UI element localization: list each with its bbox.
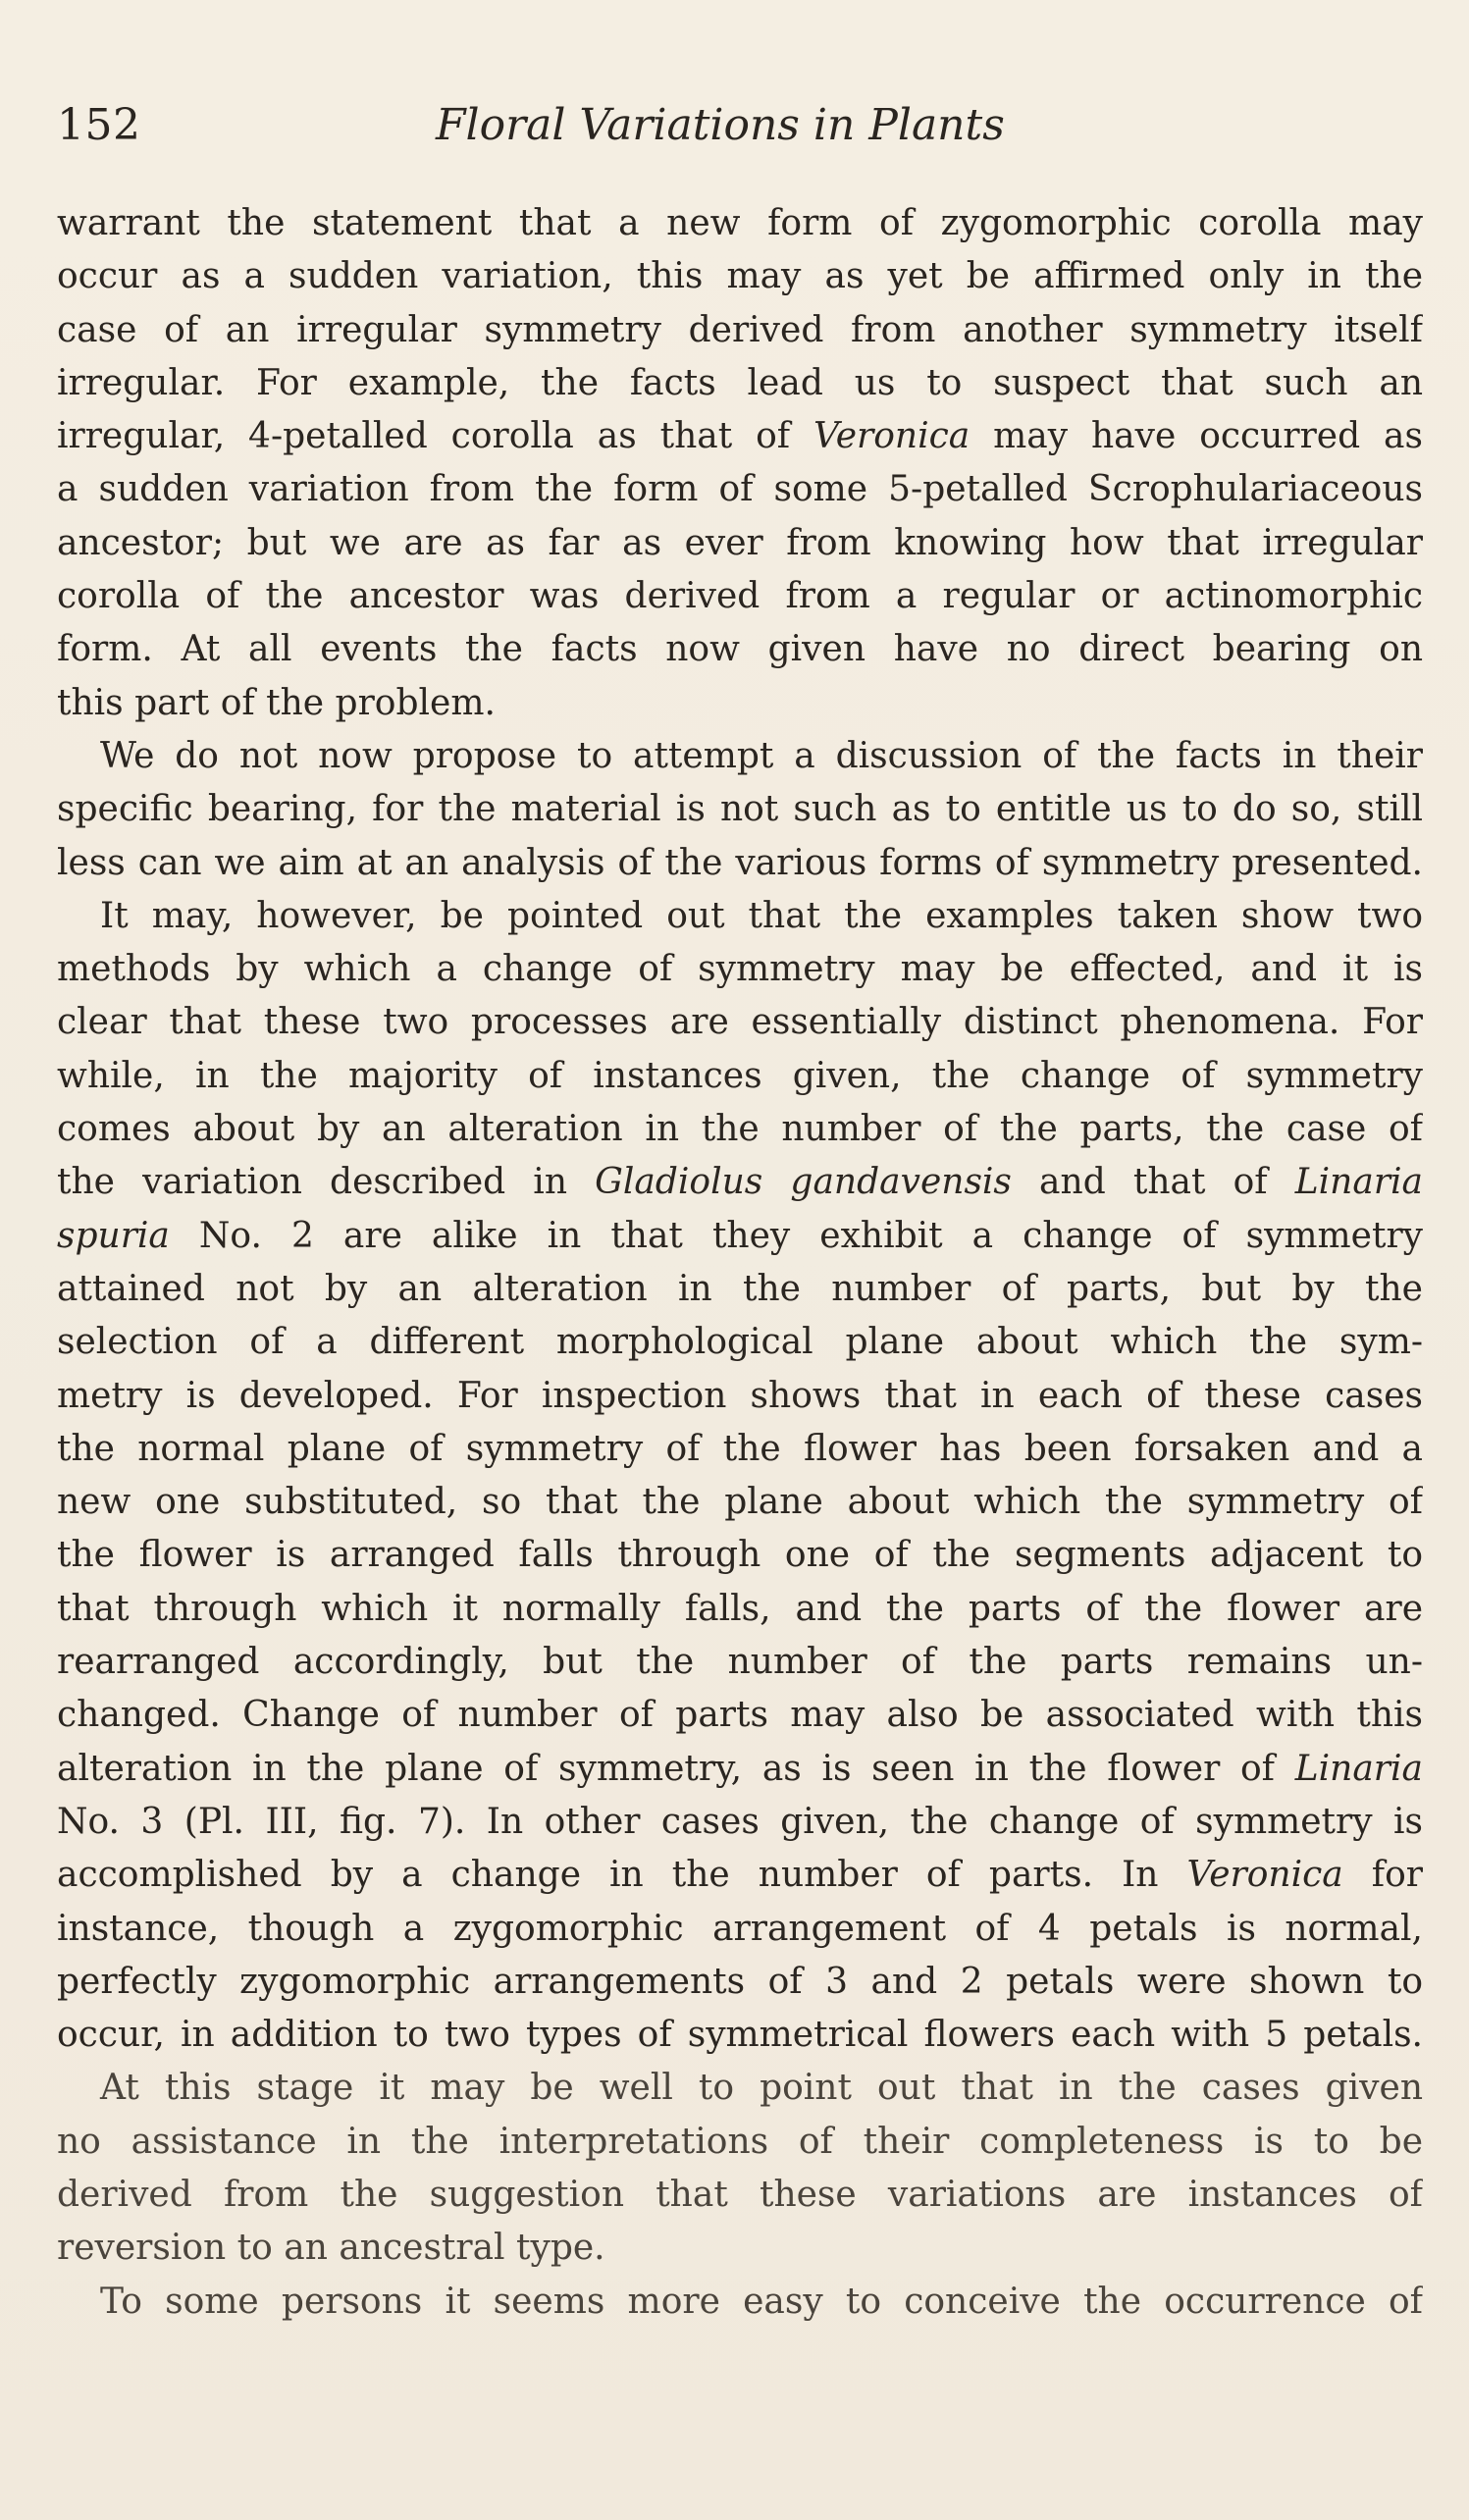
text-line: At this stage it may be well to point out that in the cases given (100, 2068, 1423, 2109)
text-line: spuria No. 2 are alike in that they exhibit a change of symmetry (57, 1215, 1423, 1256)
text-line: methods by which a change of symmetry may be effected, and it is (57, 949, 1423, 990)
text-line: clear that these two processes are essentially distinct phenomena. For (57, 1002, 1423, 1043)
taxon-name: spuria (57, 1215, 170, 1256)
text-line: irregular. For example, the facts lead us to suspect that such an (57, 362, 1423, 403)
text-line: less can we aim at an analysis of the various forms of symmetry presented. (57, 842, 1423, 883)
text-line: case of an irregular symmetry derived from another symmetry itself (57, 309, 1423, 350)
text-line: the flower is arranged falls through one of the segments adjacent to (57, 1535, 1423, 1576)
taxon-name: Linaria (1294, 1162, 1423, 1203)
text-line: changed. Change of number of parts may also be associated with this (57, 1695, 1423, 1736)
taxon-name: Veronica (1186, 1855, 1343, 1896)
text-line: instance, though a zygomorphic arrangement of 4 petals is normal, (57, 1908, 1423, 1949)
text-line: form. At all events the facts now given have no direct bearing on (57, 629, 1423, 670)
text-line: the variation described in Gladiolus gandavensis and that of Linaria (57, 1162, 1423, 1203)
text-line: alteration in the plane of symmetry, as is seen in the flower of Linaria (57, 1748, 1423, 1789)
body-text (57, 197, 1423, 2329)
text-line: while, in the majority of instances given, the change of symmetry (57, 1055, 1423, 1096)
text-line: It may, however, be pointed out that the examples taken show two (100, 895, 1423, 936)
text-line: We do not now propose to attempt a discussion of the facts in their (100, 735, 1423, 776)
taxon-name: Linaria (1294, 1748, 1423, 1789)
page-number: 152 (57, 100, 141, 150)
text-line: this part of the problem. (57, 682, 496, 723)
text-line: derived from the suggestion that these variations are instances of (57, 2174, 1423, 2215)
text-line: irregular, 4-petalled corolla as that of Veronica may have occurred as (57, 416, 1423, 457)
text-line: warrant the statement that a new form of zygomorphic corolla may (57, 203, 1423, 243)
text-line: new one substituted, so that the plane about which the symmetry of (57, 1482, 1423, 1523)
text-line: ancestor; but we are as far as ever from knowing how that irregular (57, 522, 1423, 563)
text-line: no assistance in the interpretations of their completeness is to be (57, 2121, 1423, 2162)
running-head: Floral Variations in Plants (436, 100, 1005, 150)
text-line: metry is developed. For inspection shows that in each of these cases (57, 1375, 1423, 1416)
text-line: selection of a different morphological plane about which the sym- (57, 1322, 1423, 1363)
text-line: To some persons it seems more easy to conceive the occurrence of (100, 2281, 1423, 2322)
text-line: a sudden variation from the form of some 5-petalled Scrophulariaceous (57, 469, 1423, 510)
text-line: occur as a sudden variation, this may as yet be affirmed only in the (57, 256, 1423, 297)
text-line: perfectly zygomorphic arrangements of 3 and 2 petals were shown to (57, 1961, 1423, 2002)
text-line: corolla of the ancestor was derived from a regular or actinomorphic (57, 576, 1423, 617)
text-line: that through which it normally falls, and the parts of the flower are (57, 1588, 1423, 1629)
text-line: comes about by an alteration in the number of the parts, the case of (57, 1109, 1423, 1150)
page-header (57, 100, 1423, 169)
text-line: the normal plane of symmetry of the flower has been forsaken and a (57, 1428, 1423, 1469)
taxon-name: Veronica (813, 416, 971, 457)
taxon-name: Gladiolus gandavensis (595, 1162, 1012, 1203)
text-line: occur, in addition to two types of symmetrical flowers each with 5 petals. (57, 2015, 1423, 2056)
text-line: reversion to an ancestral type. (57, 2228, 605, 2269)
text-line: accomplished by a change in the number of parts. In Veronica for (57, 1855, 1423, 1896)
text-line: rearranged accordingly, but the number of the parts remains un- (57, 1642, 1423, 1683)
text-line: attained not by an alteration in the number of parts, but by the (57, 1268, 1423, 1309)
text-line: specific bearing, for the material is not such as to entitle us to do so, still (57, 789, 1423, 830)
text-line: No. 3 (Pl. III, fig. 7). In other cases given, the change of symmetry is (57, 1801, 1423, 1842)
